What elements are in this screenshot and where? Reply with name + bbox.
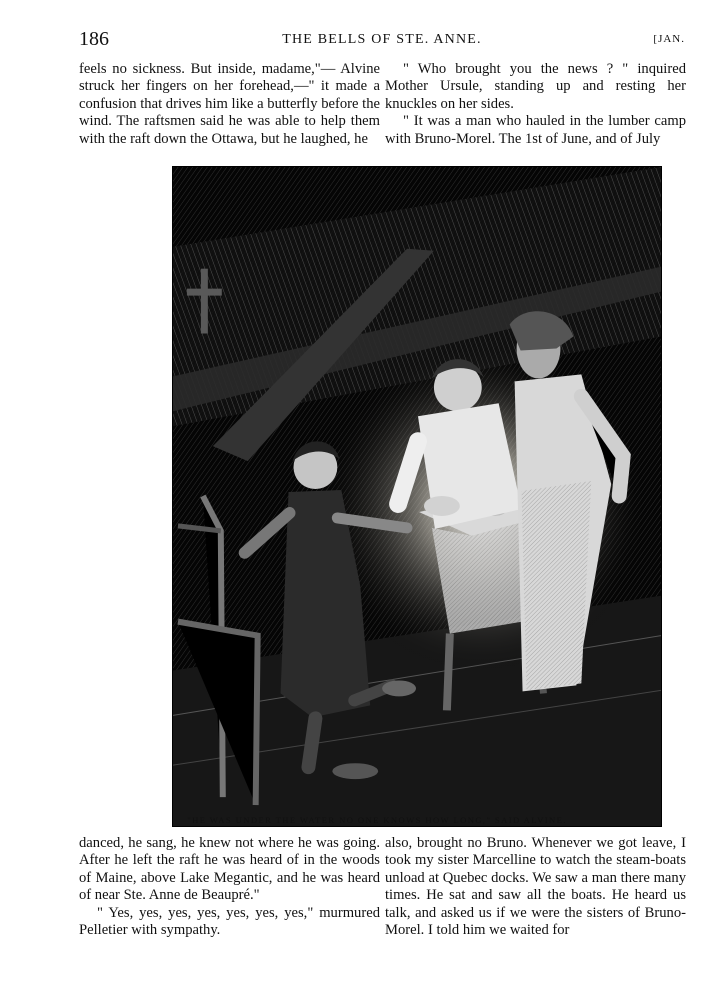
top-right-paragraph-answer: " It was a man who hauled in the lumber camp with Bruno-Morel. The 1st of June, and of July bbox=[385, 113, 686, 147]
engraved-illustration bbox=[172, 166, 662, 827]
top-right-column bbox=[385, 61, 686, 148]
month-marker: [JAN. bbox=[653, 33, 685, 45]
bottom-right-column bbox=[385, 835, 686, 939]
illustration-signature-right bbox=[173, 826, 174, 827]
top-right-paragraph-question: " Who brought you the news ? " inquired Mother Ursule, standing up and resting her knuckles on her sides. bbox=[385, 61, 686, 112]
bottom-left-paragraph-first: danced, he sang, he knew not where he was going. After he left the raft he was heard of in the woods of Maine, above Lake Megantic, and he was heard of near Ste. Anne de Beaupré." bbox=[79, 835, 380, 904]
illustration-caption: "HE WAS UNDER THE WATER NO ONE KNOWS HOW LONG," SAID ALVINE. bbox=[187, 815, 567, 825]
bottom-left-column bbox=[79, 835, 380, 939]
illustration-signature-left bbox=[173, 826, 174, 827]
page-header bbox=[79, 28, 685, 56]
attic-scene-engraving bbox=[173, 167, 661, 826]
bottom-right-paragraph: also, brought no Bruno. Whenever we got leave, I took my sister Marcelline to watch the steam-boats unload at Quebec docks. We saw a man there many times. He sat and saw all the boats. He heard us talk, and asked us if we were the sisters of Bruno-Morel. I told him we waited for bbox=[385, 835, 686, 939]
top-left-column bbox=[79, 61, 380, 148]
bottom-left-paragraph-second: " Yes, yes, yes, yes, yes, yes, yes," murmured Pelletier with sympathy. bbox=[79, 904, 380, 939]
top-left-paragraph: feels no sickness. But inside, madame,"— Alvine struck her fingers on her forehead,—" it made a confusion that drives him like a butterfly before the wind. The raftsmen said he was able to help them with the raft down the Ottawa, but he laughed, he bbox=[79, 61, 380, 147]
page-number: 186 bbox=[79, 28, 109, 50]
running-title: THE BELLS OF STE. ANNE. bbox=[282, 32, 482, 47]
